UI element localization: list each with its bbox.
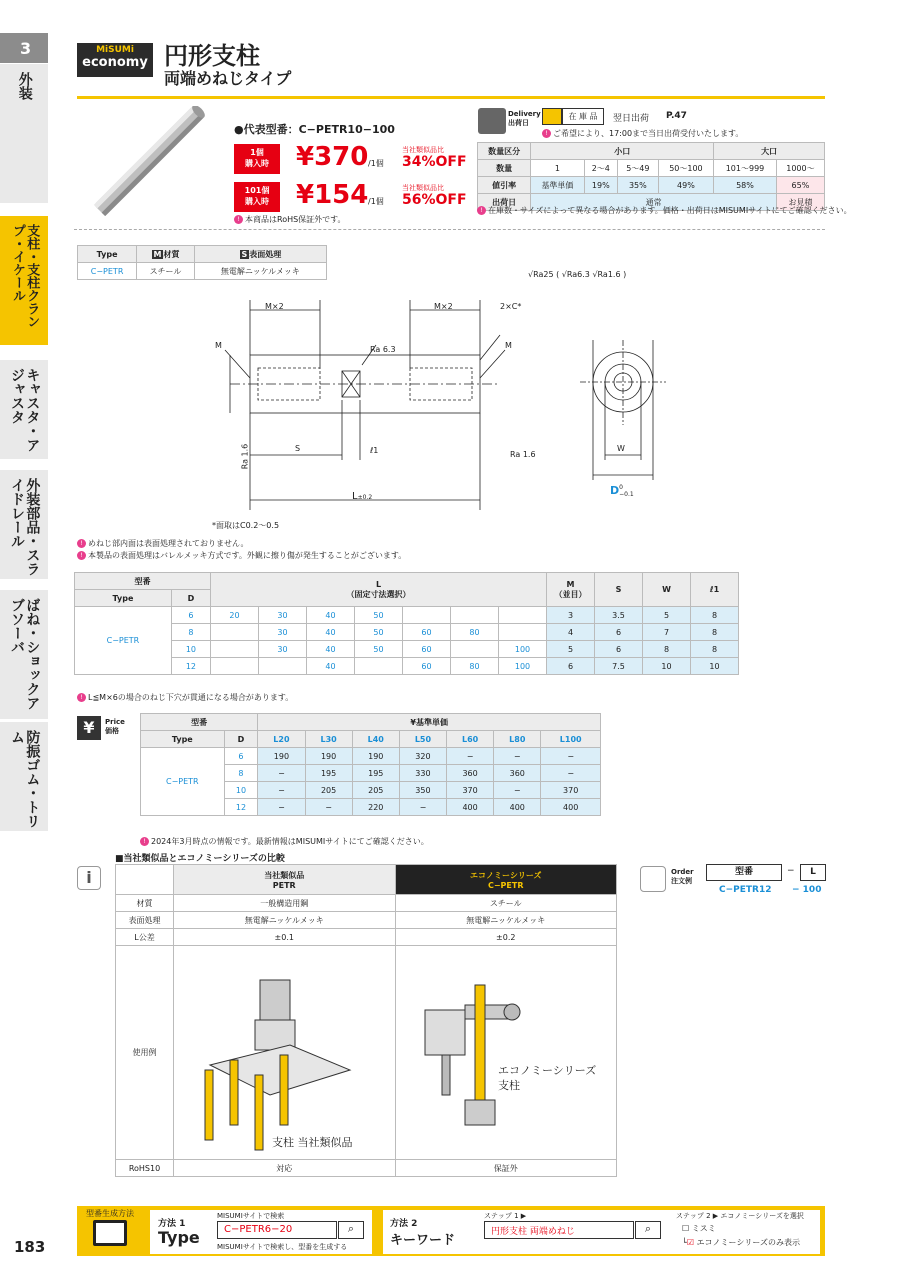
cell: 400 (447, 799, 494, 816)
th-price-col: L20 (258, 731, 305, 748)
cell: 205 (352, 782, 399, 799)
cell: スチール (137, 263, 195, 280)
cell: − (494, 782, 541, 799)
yen-icon: ¥ (77, 716, 101, 740)
th-w: W (643, 573, 691, 607)
th-price-col: L40 (352, 731, 399, 748)
cell: 30 (259, 641, 307, 658)
cell: 40 (307, 641, 355, 658)
cell: − (305, 799, 352, 816)
delivery-note: ! ご希望により、17:00まで当日出荷受付いたします。 (542, 128, 743, 139)
cell: 50〜100 (658, 160, 713, 177)
price-table (140, 713, 601, 816)
dim-w: W (617, 444, 625, 453)
cell: 無電解ニッケルメッキ (174, 912, 396, 929)
checkbox-misumi[interactable]: ☐ ミスミ (682, 1224, 716, 1233)
cell: 20 (211, 607, 259, 624)
cell: 100 (499, 641, 547, 658)
cell: 40 (307, 624, 355, 641)
cell: − (541, 748, 601, 765)
cell: 使用例 (116, 946, 174, 1160)
cell: 10 (224, 782, 258, 799)
th-cpetr: エコノミーシリーズ C−PETR (395, 865, 617, 895)
page-subtitle: 両端めねじタイプ (164, 69, 292, 88)
cell: 50 (355, 641, 403, 658)
cell: 7.5 (595, 658, 643, 675)
cell: 190 (258, 748, 305, 765)
page-title: 円形支柱 (164, 42, 260, 70)
cell: 220 (352, 799, 399, 816)
cell (403, 607, 451, 624)
cell: C−PETR (141, 748, 225, 816)
dim-s: S (295, 444, 301, 453)
cell: − (258, 765, 305, 782)
cell: 3 (547, 607, 595, 624)
cell: 35% (618, 177, 659, 194)
representative-part: ●代表型番：C−PETR10−100 (234, 123, 395, 136)
price-label: Price 価格 (105, 718, 125, 735)
cell: 8 (224, 765, 258, 782)
checkbox-economy[interactable]: └☑ エコノミーシリーズのみ表示 (682, 1238, 800, 1247)
dim-m-left: M (215, 341, 222, 350)
ship-ref: P.47 (666, 111, 687, 121)
cell: − (399, 799, 446, 816)
cell: 8 (691, 641, 739, 658)
th-qty-class: 数量区分 (478, 143, 531, 160)
cell: 無電解ニッケルメッキ (395, 912, 617, 929)
order-value-l: − 100 (792, 885, 822, 895)
stock-label: 在 庫 品 (562, 108, 604, 125)
cell: 12 (171, 658, 210, 675)
cell: 無電解ニッケルメッキ (194, 263, 326, 280)
th-type: Type (75, 590, 172, 607)
th-price-col: L100 (541, 731, 601, 748)
cell: 49% (658, 177, 713, 194)
order-value-type: C−PETR12 (719, 885, 772, 895)
cell: C−PETR (78, 263, 137, 280)
page-number: 183 (14, 1238, 46, 1256)
site-search-1: MISUMIサイトで検索 (217, 1212, 285, 1220)
th-l: L （固定寸法選択） (211, 573, 547, 607)
price-1: ¥370 (296, 142, 369, 172)
cell: C−PETR (75, 607, 172, 675)
cell: お見積 (776, 194, 824, 211)
note-thread: ! めねじ部内面は表面処理されておりません。 (77, 538, 248, 549)
th-small: 小口 (531, 143, 714, 160)
cell: 195 (305, 765, 352, 782)
cell (451, 607, 499, 624)
cell: 205 (305, 782, 352, 799)
rohs-note: ! 本商品はRoHS保証外です。 (234, 214, 346, 225)
side-tab-slide[interactable]: 外装部品・スライドレール (0, 470, 48, 580)
cell: 5 (643, 607, 691, 624)
cell: 8 (643, 641, 691, 658)
th-d: D (224, 731, 258, 748)
cell: 40 (307, 658, 355, 675)
cell: RoHS10 (116, 1160, 174, 1177)
stock-box-icon (542, 108, 562, 125)
spec-note: ! L≦M×6の場合のねじ下穴が貫通になる場合があります。 (77, 692, 293, 703)
cell: 2〜4 (584, 160, 617, 177)
monitor-icon (93, 1220, 127, 1246)
price-qty2: 101個 購入時 (234, 182, 280, 212)
spec-row (75, 624, 739, 641)
cell: 40 (307, 607, 355, 624)
th-mat: M 材質 (137, 246, 195, 263)
cell: 材質 (116, 895, 174, 912)
spec-row (75, 658, 739, 675)
note-plating: ! 本製品の表面処理はバレルメッキ方式です。外観に擦り傷が発生することがございます。 (77, 550, 406, 561)
cell: 330 (399, 765, 446, 782)
cell: ±0.2 (395, 929, 617, 946)
chamfer-note: *面取はC0.2〜0.5 (212, 521, 280, 530)
cell: 通常 (531, 194, 777, 211)
cell: 195 (352, 765, 399, 782)
dashed-rule (74, 229, 825, 230)
ship-label: 翌日出荷 (613, 114, 650, 124)
truck-icon (478, 108, 506, 134)
search-icon[interactable]: ⌕ (338, 1221, 364, 1239)
cell: 6 (595, 624, 643, 641)
cell: 400 (541, 799, 601, 816)
cell (499, 624, 547, 641)
cell: 370 (541, 782, 601, 799)
cart-icon (640, 866, 666, 892)
th-m: M （並目） (547, 573, 595, 607)
s-icon: S (241, 249, 248, 259)
th-l1: ℓ1 (691, 573, 739, 607)
search-box-2[interactable]: 円形支柱 両端めねじ (484, 1221, 634, 1239)
dim-d: D0 −0.1 (610, 484, 634, 498)
header-rule (77, 96, 825, 99)
use-caption-b: エコノミーシリーズ 支柱 (498, 1064, 597, 1092)
cell: 6 (595, 641, 643, 658)
th-rate: 値引率 (478, 177, 531, 194)
cell: 10 (643, 658, 691, 675)
cell: 7 (643, 624, 691, 641)
side-tab-rubber[interactable]: 防振ゴム・トリム (0, 722, 48, 832)
cell: スチール (395, 895, 617, 912)
dim-m-right: M (505, 341, 512, 350)
th-ship: 出荷日 (478, 194, 531, 211)
th-s: S (595, 573, 643, 607)
m-icon: M (153, 249, 162, 259)
dim-ra16-right: Ra 1.6 (510, 450, 536, 459)
cell: 190 (305, 748, 352, 765)
cell: 50 (355, 607, 403, 624)
cell: 6 (547, 658, 595, 675)
cell: 360 (494, 765, 541, 782)
th-petr: 当社類似品 PETR (174, 865, 396, 895)
cell: 80 (451, 624, 499, 641)
th-surf: S 表面処理 (194, 246, 326, 263)
cell: 10 (691, 658, 739, 675)
cell: 対応 (174, 1160, 396, 1177)
cell (259, 658, 307, 675)
use-illustration-a (200, 975, 360, 1155)
cell: 一般構造用鋼 (174, 895, 396, 912)
th-large: 大口 (714, 143, 825, 160)
th-type: Type (141, 731, 225, 748)
order-h1: 型番 (706, 864, 782, 881)
side-tab-caster[interactable]: キャスタ・アジャスタ (0, 360, 48, 460)
cell: 1 (531, 160, 584, 177)
chapter-number: 3 (0, 33, 48, 63)
cell (451, 641, 499, 658)
cell: 190 (352, 748, 399, 765)
th-model: 型番 (141, 714, 258, 731)
th-price-col: L50 (399, 731, 446, 748)
cell: 360 (447, 765, 494, 782)
cell: 60 (403, 624, 451, 641)
cell: − (258, 799, 305, 816)
cell: 1000〜 (776, 160, 824, 177)
step2-label: ステップ 2 ▶ エコノミーシリーズを選択 (676, 1212, 804, 1220)
th-base: ¥基準単価 (258, 714, 601, 731)
dim-ra16-left: Ra 1.6 (240, 443, 250, 470)
spec-row (75, 641, 739, 658)
cell: 60 (403, 658, 451, 675)
cell: 400 (494, 799, 541, 816)
dim-mx2-a: M×2 (265, 302, 284, 311)
price-1-unit: /1個 (368, 159, 384, 168)
price-2-unit: /1個 (368, 197, 384, 206)
dim-chamfer: 2×C* (500, 302, 522, 311)
cell (211, 658, 259, 675)
cell: − (541, 765, 601, 782)
cell: 8 (691, 607, 739, 624)
cell: 8 (691, 624, 739, 641)
dim-l: L±0.2 (352, 491, 373, 502)
method2-keyword: キーワード (390, 1233, 456, 1248)
cell: − (258, 782, 305, 799)
cell: 12 (224, 799, 258, 816)
price-qty1: 1個 購入時 (234, 144, 280, 174)
th-model: 型番 (75, 573, 211, 590)
cell: 80 (451, 658, 499, 675)
cell (211, 641, 259, 658)
dim-l1: ℓ1 (370, 446, 379, 455)
side-tab-spring[interactable]: ばね・ショックアブソーバ (0, 590, 48, 720)
th-type: Type (78, 246, 137, 263)
spec-table (74, 572, 739, 675)
order-h2: L (800, 864, 826, 881)
cell: 3.5 (595, 607, 643, 624)
method1-label: 方法 1 (158, 1219, 186, 1229)
cell: 350 (399, 782, 446, 799)
price-2-discount: 56%OFF (402, 192, 467, 208)
cell: 60 (403, 641, 451, 658)
cell: 58% (714, 177, 777, 194)
price-note: ! 2024年3月時点の情報です。最新情報はMISUMIサイトにてご確認ください。 (140, 836, 429, 847)
cell: − (494, 748, 541, 765)
cell: 370 (447, 782, 494, 799)
cell: L公差 (116, 929, 174, 946)
th-price-col: L60 (447, 731, 494, 748)
order-dash: − (787, 866, 795, 876)
cell: 4 (547, 624, 595, 641)
cell: 8 (171, 624, 210, 641)
th-qty: 数量 (478, 160, 531, 177)
side-tab-exterior[interactable]: 外装 (0, 64, 48, 204)
site-search-1b: MISUMIサイトで検索し、型番を生成する (217, 1243, 348, 1251)
delivery-foot-note: ! 在庫数・サイズによって異なる場合があります。価格・出荷日はMISUMIサイトにてご確認ください。 (477, 205, 852, 216)
price-1-discount: 34%OFF (402, 154, 467, 170)
cell: 5〜49 (618, 160, 659, 177)
search-icon[interactable]: ⌕ (635, 1221, 661, 1239)
cell: 30 (259, 607, 307, 624)
cell: ±0.1 (174, 929, 396, 946)
th-price-col: L80 (494, 731, 541, 748)
compare-table (115, 864, 617, 1177)
th-blank (116, 865, 174, 895)
order-label: Order 注文例 (671, 868, 694, 885)
use-caption-a: 支柱 当社類似品 (272, 1136, 353, 1149)
brand-top: MiSUMi (96, 45, 134, 55)
th-d: D (171, 590, 210, 607)
cell: 表面処理 (116, 912, 174, 929)
cell (499, 607, 547, 624)
cell: 100 (499, 658, 547, 675)
dim-ra63: Ra 6.3 (370, 345, 396, 354)
price-1-compare: 当社類似品比 (402, 146, 444, 154)
cell: 30 (259, 624, 307, 641)
side-tab-pillar[interactable]: 支柱・支柱クランプ・イケール (0, 216, 48, 346)
ra-head: √Ra25 ( √Ra6.3 √Ra1.6 ) (528, 270, 627, 279)
brand-bottom: economy (82, 55, 148, 70)
cell: 50 (355, 624, 403, 641)
compare-title: ■当社類似品とエコノミーシリーズの比較 (115, 854, 285, 864)
cell: 6 (224, 748, 258, 765)
cell: 保証外 (395, 1160, 617, 1177)
price-2: ¥154 (296, 180, 369, 210)
cell: 101〜999 (714, 160, 777, 177)
cell: 10 (171, 641, 210, 658)
method2-label: 方法 2 (390, 1219, 418, 1229)
product-photo (74, 106, 224, 216)
dim-mx2-b: M×2 (434, 302, 453, 311)
step1-label: ステップ 1 ▶ (484, 1212, 527, 1220)
search-box-1[interactable]: C−PETR6−20 (217, 1221, 337, 1239)
cell: 19% (584, 177, 617, 194)
brand-logo (77, 43, 153, 77)
cell: − (447, 748, 494, 765)
cell (355, 658, 403, 675)
method1-type: Type (158, 1228, 200, 1247)
delivery-label: Delivery 出荷日 (508, 110, 541, 127)
th-price-col: L30 (305, 731, 352, 748)
cell: 320 (399, 748, 446, 765)
cell: 基準単価 (531, 177, 584, 194)
spec-row (75, 607, 739, 624)
technical-drawing (200, 260, 680, 530)
price-2-compare: 当社類似品比 (402, 184, 444, 192)
info-icon: i (77, 866, 101, 890)
cell (211, 624, 259, 641)
discount-table (477, 142, 825, 211)
cell: 5 (547, 641, 595, 658)
price-row (141, 748, 601, 765)
footer-title: 型番生成方法 (86, 1209, 134, 1218)
cell: 65% (776, 177, 824, 194)
cell: 6 (171, 607, 210, 624)
